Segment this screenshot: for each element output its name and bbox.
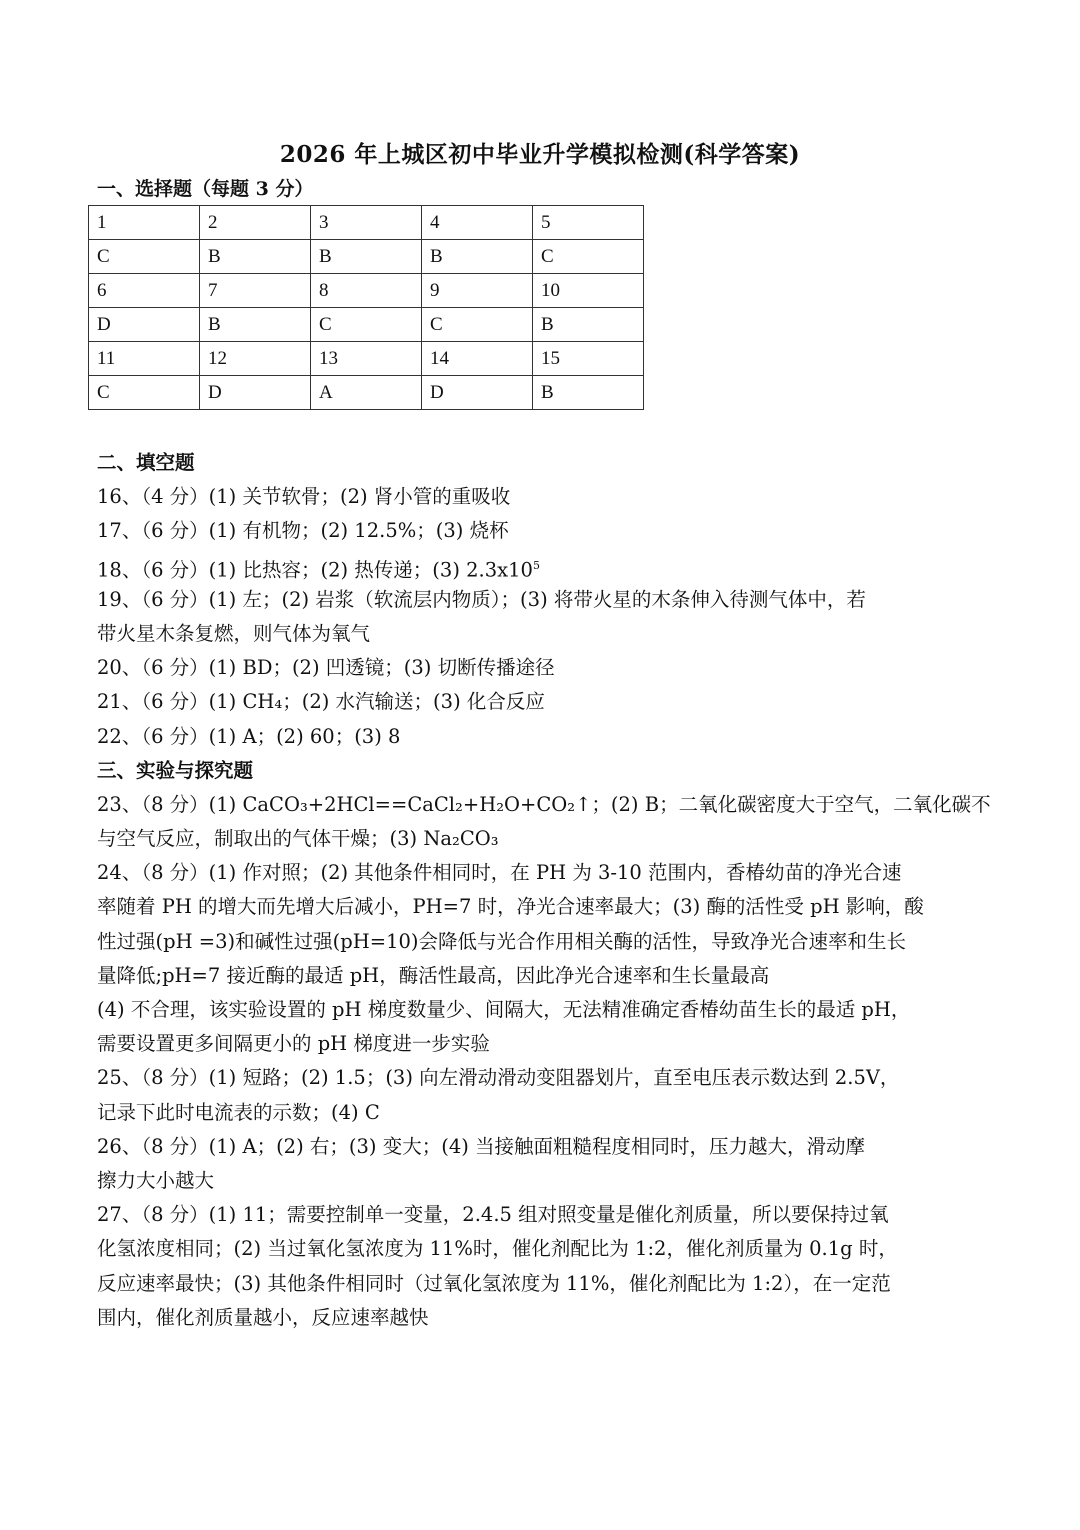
question-number-cell: 8 [311,274,422,308]
question-number-row [89,274,644,308]
question-number-cell: 6 [89,274,200,308]
answer-row [89,308,644,342]
question-number-cell: 1 [89,206,200,240]
multiple-choice-answer-table [88,205,644,410]
answer-cell: B [533,376,644,410]
answer-line [97,720,987,754]
answer-line-text: 26、（8 分）(1) A；(2) 右；(3) 变大；(4) 当接触面粗糙程度相同时，压力越大，滑动摩 [97,1134,866,1158]
answer-line [97,1301,987,1335]
answer-cell: B [311,240,422,274]
question-number-cell: 9 [422,274,533,308]
answer-line [97,549,987,583]
answer-cell: D [89,308,200,342]
answer-line-text: (4) 不合理，该实验设置的 pH 梯度数量少、间隔大，无法精准确定香椿幼苗生长的最适 pH， [97,998,911,1021]
answer-line [97,1164,987,1198]
answer-line-text: 三、实验与探究题 [97,758,254,782]
answer-line-text: 23、（8 分）(1) CaCO₃+2HCl==CaCl₂+H₂O+CO₂↑；(2) B；二氧化碳密度大于空气，二氧化碳不 [97,792,991,816]
answer-line-text: 二、填空题 [97,451,195,474]
answer-line-text: 率随着 PH 的增大而先增大后减小，PH=7 时，净光合速率最大；(3) 酶的活性受 pH 影响，酸 [97,895,924,919]
question-number-cell: 3 [311,206,422,240]
answer-cell: B [200,308,311,342]
answer-line [97,1232,987,1266]
answer-cell: B [200,240,311,274]
answer-line [97,959,987,993]
answer-line-text: 25、（8 分）(1) 短路；(2) 1.5；(3) 向左滑动滑动变阻器划片，直至电压表示数达到 2.5V， [97,1066,900,1090]
answer-line [97,1096,987,1130]
answer-line [97,583,987,617]
answer-row [89,376,644,410]
answer-line [97,1198,987,1232]
question-number-cell: 12 [200,342,311,376]
question-number-cell: 4 [422,206,533,240]
page-title: 2026 年上城区初中毕业升学模拟检测(科学答案) [279,141,801,168]
answer-line [97,1130,987,1164]
answer-line-text: 18、（6 分）(1) 比热容；(2) 热传递；(3) 2.3x10 [97,558,533,582]
question-number-cell: 15 [533,342,644,376]
answer-line [97,822,987,856]
answer-line-text: 性过强(pH =3)和碱性过强(pH=10)会降低与光合作用相关酶的活性，导致净光合速率和生长 [97,929,907,953]
answer-line-text: 需要设置更多间隔更小的 pH 梯度进一步实验 [97,1032,490,1056]
question-number-cell: 13 [311,342,422,376]
answer-line-text: 20、（6 分）(1) BD；(2) 凹透镜；(3) 切断传播途径 [97,656,555,680]
section-heading [97,754,987,788]
answer-cell: B [422,240,533,274]
answer-line [97,685,987,719]
answer-line [97,651,987,685]
answer-line-text: 16、（4 分）(1) 关节软骨；(2) 肾小管的重吸收 [97,485,511,509]
answer-line-text: 反应速率最快；(3) 其他条件相同时（过氧化氢浓度为 11%，催化剂配比为 1:2），在一定范 [97,1271,891,1295]
question-number-row [89,342,644,376]
answer-line [97,788,991,822]
answer-cell: A [311,376,422,410]
answer-line [97,514,987,548]
answer-line-text: 19、（6 分）(1) 左；(2) 岩浆（软流层内物质）；(3) 将带火星的木条伸入待测气体中，若 [97,587,866,611]
answer-line [97,480,987,514]
answer-cell: D [200,376,311,410]
answer-line-text: 21、（6 分）(1) CH₄；(2) 水汽输送；(3) 化合反应 [97,690,545,714]
question-number-cell: 5 [533,206,644,240]
answer-line-text: 与空气反应，制取出的气体干燥；(3) Na₂CO₃ [97,827,499,851]
answer-line [97,890,987,924]
answer-line [97,1061,987,1095]
answer-cell: D [422,376,533,410]
answer-cell: C [311,308,422,342]
answer-line [97,1267,987,1301]
answer-cell: C [89,240,200,274]
answer-cell: C [422,308,533,342]
answer-line [97,925,987,959]
section-heading [97,446,987,480]
answer-line-text: 17、（6 分）(1) 有机物；(2) 12.5%；(3) 烧杯 [97,519,509,543]
answer-content [97,446,991,1335]
question-number-row [89,206,644,240]
answer-line-text: 围内，催化剂质量越小，反应速率越快 [97,1305,429,1329]
answer-line-text: 记录下此时电流表的示数；(4) C [97,1100,380,1124]
question-number-cell: 14 [422,342,533,376]
answer-line [97,1027,987,1061]
question-number-cell: 11 [89,342,200,376]
answer-line-text: 22、（6 分）(1) A；(2) 60；(3) 8 [97,724,401,748]
answer-line-text: 27、（8 分）(1) 11；需要控制单一变量，2.4.5 组对照变量是催化剂质量，所以要保持过氧 [97,1203,889,1227]
answer-cell: C [89,376,200,410]
answer-line [97,617,987,651]
answer-line-text: 擦力大小越大 [97,1168,215,1192]
question-number-cell: 7 [200,274,311,308]
answer-line [97,856,987,890]
answer-line-text: 24、（8 分）(1) 作对照；(2) 其他条件相同时，在 PH 为 3-10 范围内，香椿幼苗的净光合速 [97,861,902,885]
superscript-exponent: 5 [532,558,540,572]
answer-cell: C [533,240,644,274]
answer-line [97,993,987,1027]
answer-line-text: 量降低;pH=7 接近酶的最适 pH，酶活性最高，因此净光合速率和生长量最高 [97,963,770,987]
section-multiple-choice-heading: 一、选择题（每题 3 分） [97,178,314,200]
answer-cell: B [533,308,644,342]
answer-line-text: 化氢浓度相同；(2) 当过氧化氢浓度为 11%时，催化剂配比为 1:2，催化剂质量为 0.1g 时， [97,1237,898,1261]
answer-row [89,240,644,274]
answer-line-text: 带火星木条复燃，则气体为氧气 [97,621,371,645]
question-number-cell: 10 [533,274,644,308]
question-number-cell: 2 [200,206,311,240]
